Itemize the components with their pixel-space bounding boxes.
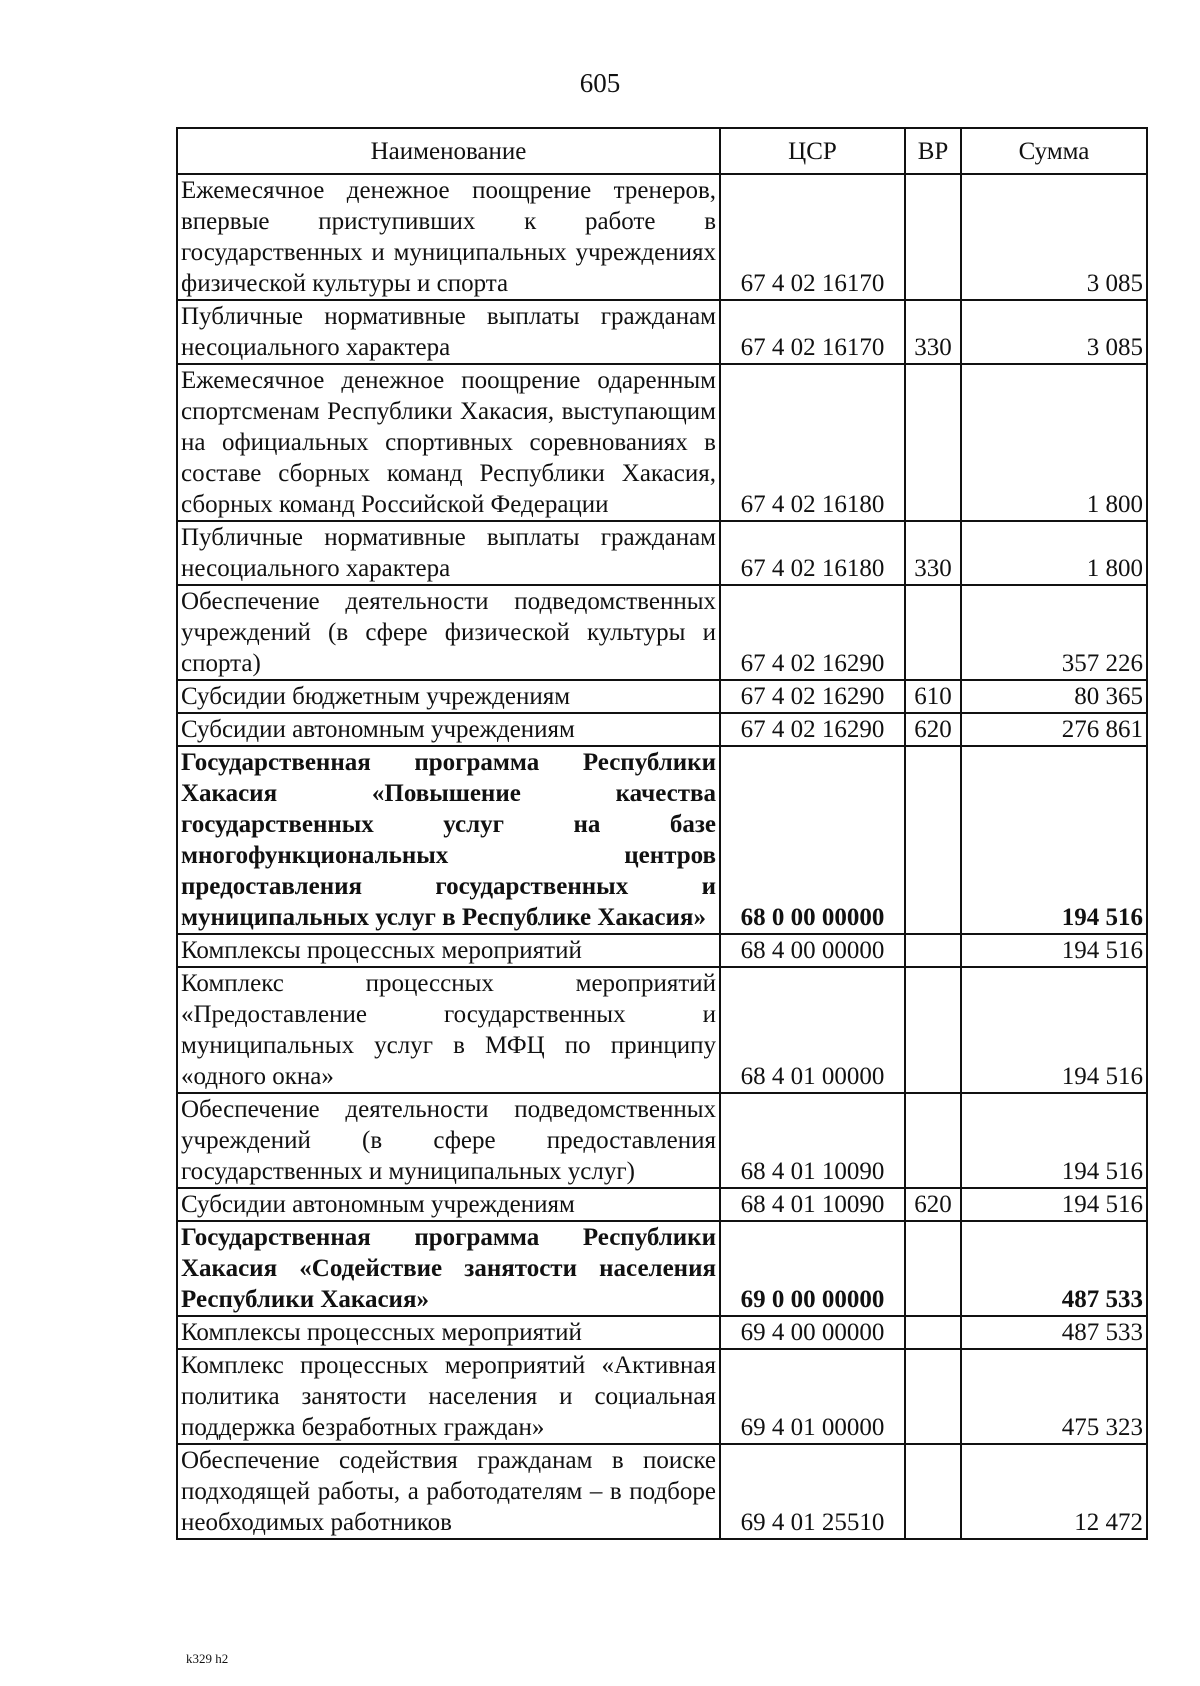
- cell-csr: 68 4 01 00000: [720, 967, 905, 1093]
- cell-sum: 194 516: [961, 934, 1147, 967]
- cell-csr: 69 4 01 25510: [720, 1444, 905, 1539]
- cell-csr: 69 4 00 00000: [720, 1316, 905, 1349]
- cell-name: Обеспечение деятельности подведомственных учреждений (в сфере предоставления государственных и муниципальных услуг): [177, 1093, 720, 1188]
- cell-name: Публичные нормативные выплаты гражданам несоциального характера: [177, 300, 720, 364]
- cell-vr: 620: [905, 1188, 961, 1221]
- cell-vr: [905, 1349, 961, 1444]
- cell-vr: [905, 967, 961, 1093]
- cell-sum: 80 365: [961, 680, 1147, 713]
- cell-sum: 194 516: [961, 967, 1147, 1093]
- cell-name: Комплексы процессных мероприятий: [177, 1316, 720, 1349]
- cell-name: Обеспечение содействия гражданам в поиске подходящей работы, а работодателям – в подборе необходимых работников: [177, 1444, 720, 1539]
- table-row: [177, 1221, 1147, 1316]
- cell-sum: 487 533: [961, 1221, 1147, 1316]
- table-row: [177, 746, 1147, 934]
- cell-name: Ежемесячное денежное поощрение одаренным спортсменам Республики Хакасия, выступающим на официальных спортивных соревнованиях в составе сборных команд Республики Хакасия, сборных команд Российской Федерации: [177, 364, 720, 521]
- footer-code: k329 h2: [186, 1651, 229, 1666]
- cell-sum: 1 800: [961, 521, 1147, 585]
- table-row: [177, 174, 1147, 300]
- cell-sum: 194 516: [961, 1188, 1147, 1221]
- cell-name: Комплекс процессных мероприятий «Предоставление государственных и муниципальных услуг в МФЦ по принципу «одного окна»: [177, 967, 720, 1093]
- cell-vr: 620: [905, 713, 961, 746]
- table-row: [177, 585, 1147, 680]
- budget-table: [176, 127, 1148, 1540]
- cell-sum: 357 226: [961, 585, 1147, 680]
- cell-vr: [905, 1316, 961, 1349]
- cell-name: Обеспечение деятельности подведомственных учреждений (в сфере физической культуры и спорта): [177, 585, 720, 680]
- cell-vr: [905, 1093, 961, 1188]
- cell-vr: 330: [905, 300, 961, 364]
- cell-csr: 68 4 01 10090: [720, 1093, 905, 1188]
- cell-csr: 68 0 00 00000: [720, 746, 905, 934]
- table-body: [177, 174, 1147, 1539]
- header-sum: Сумма: [961, 128, 1147, 174]
- cell-csr: 67 4 02 16290: [720, 713, 905, 746]
- table-row: [177, 300, 1147, 364]
- cell-sum: 3 085: [961, 174, 1147, 300]
- cell-vr: [905, 174, 961, 300]
- cell-sum: 3 085: [961, 300, 1147, 364]
- cell-vr: [905, 585, 961, 680]
- cell-vr: [905, 1444, 961, 1539]
- cell-sum: 12 472: [961, 1444, 1147, 1539]
- cell-name: Публичные нормативные выплаты гражданам несоциального характера: [177, 521, 720, 585]
- cell-name: Субсидии автономным учреждениям: [177, 713, 720, 746]
- cell-csr: 67 4 02 16290: [720, 585, 905, 680]
- table-row: [177, 967, 1147, 1093]
- page-number: 605: [579, 68, 621, 98]
- table-row: [177, 364, 1147, 521]
- table-row: [177, 1349, 1147, 1444]
- table-row: [177, 713, 1147, 746]
- cell-name: Ежемесячное денежное поощрение тренеров, впервые приступивших к работе в государственных и муниципальных учреждениях физической культуры и спорта: [177, 174, 720, 300]
- cell-vr: [905, 364, 961, 521]
- cell-sum: 487 533: [961, 1316, 1147, 1349]
- cell-csr: 67 4 02 16180: [720, 364, 905, 521]
- cell-vr: 330: [905, 521, 961, 585]
- header-csr: ЦСР: [720, 128, 905, 174]
- cell-name: Государственная программа Республики Хакасия «Содействие занятости населения Республики Хакасия»: [177, 1221, 720, 1316]
- table-row: [177, 1444, 1147, 1539]
- cell-sum: 475 323: [961, 1349, 1147, 1444]
- header-name: Наименование: [177, 128, 720, 174]
- cell-csr: 68 4 01 10090: [720, 1188, 905, 1221]
- cell-sum: 194 516: [961, 746, 1147, 934]
- cell-csr: 69 0 00 00000: [720, 1221, 905, 1316]
- cell-csr: 67 4 02 16180: [720, 521, 905, 585]
- table-header-row: [177, 128, 1147, 174]
- cell-vr: 610: [905, 680, 961, 713]
- cell-csr: 68 4 00 00000: [720, 934, 905, 967]
- table-row: [177, 1188, 1147, 1221]
- table-row: [177, 680, 1147, 713]
- cell-name: Комплекс процессных мероприятий «Активная политика занятости населения и социальная поддержка безработных граждан»: [177, 1349, 720, 1444]
- table-row: [177, 934, 1147, 967]
- cell-name: Субсидии бюджетным учреждениям: [177, 680, 720, 713]
- cell-name: Государственная программа Республики Хакасия «Повышение качества государственных услуг на базе многофункциональных центров предоставления государственных и муниципальных услуг в Республике Хакасия»: [177, 746, 720, 934]
- table-row: [177, 521, 1147, 585]
- cell-sum: 1 800: [961, 364, 1147, 521]
- cell-csr: 67 4 02 16170: [720, 174, 905, 300]
- cell-name: Субсидии автономным учреждениям: [177, 1188, 720, 1221]
- cell-sum: 194 516: [961, 1093, 1147, 1188]
- table-row: [177, 1093, 1147, 1188]
- cell-csr: 67 4 02 16290: [720, 680, 905, 713]
- cell-name: Комплексы процессных мероприятий: [177, 934, 720, 967]
- cell-vr: [905, 746, 961, 934]
- cell-vr: [905, 1221, 961, 1316]
- table-row: [177, 1316, 1147, 1349]
- cell-csr: 69 4 01 00000: [720, 1349, 905, 1444]
- cell-sum: 276 861: [961, 713, 1147, 746]
- cell-vr: [905, 934, 961, 967]
- header-vr: ВР: [905, 128, 961, 174]
- cell-csr: 67 4 02 16170: [720, 300, 905, 364]
